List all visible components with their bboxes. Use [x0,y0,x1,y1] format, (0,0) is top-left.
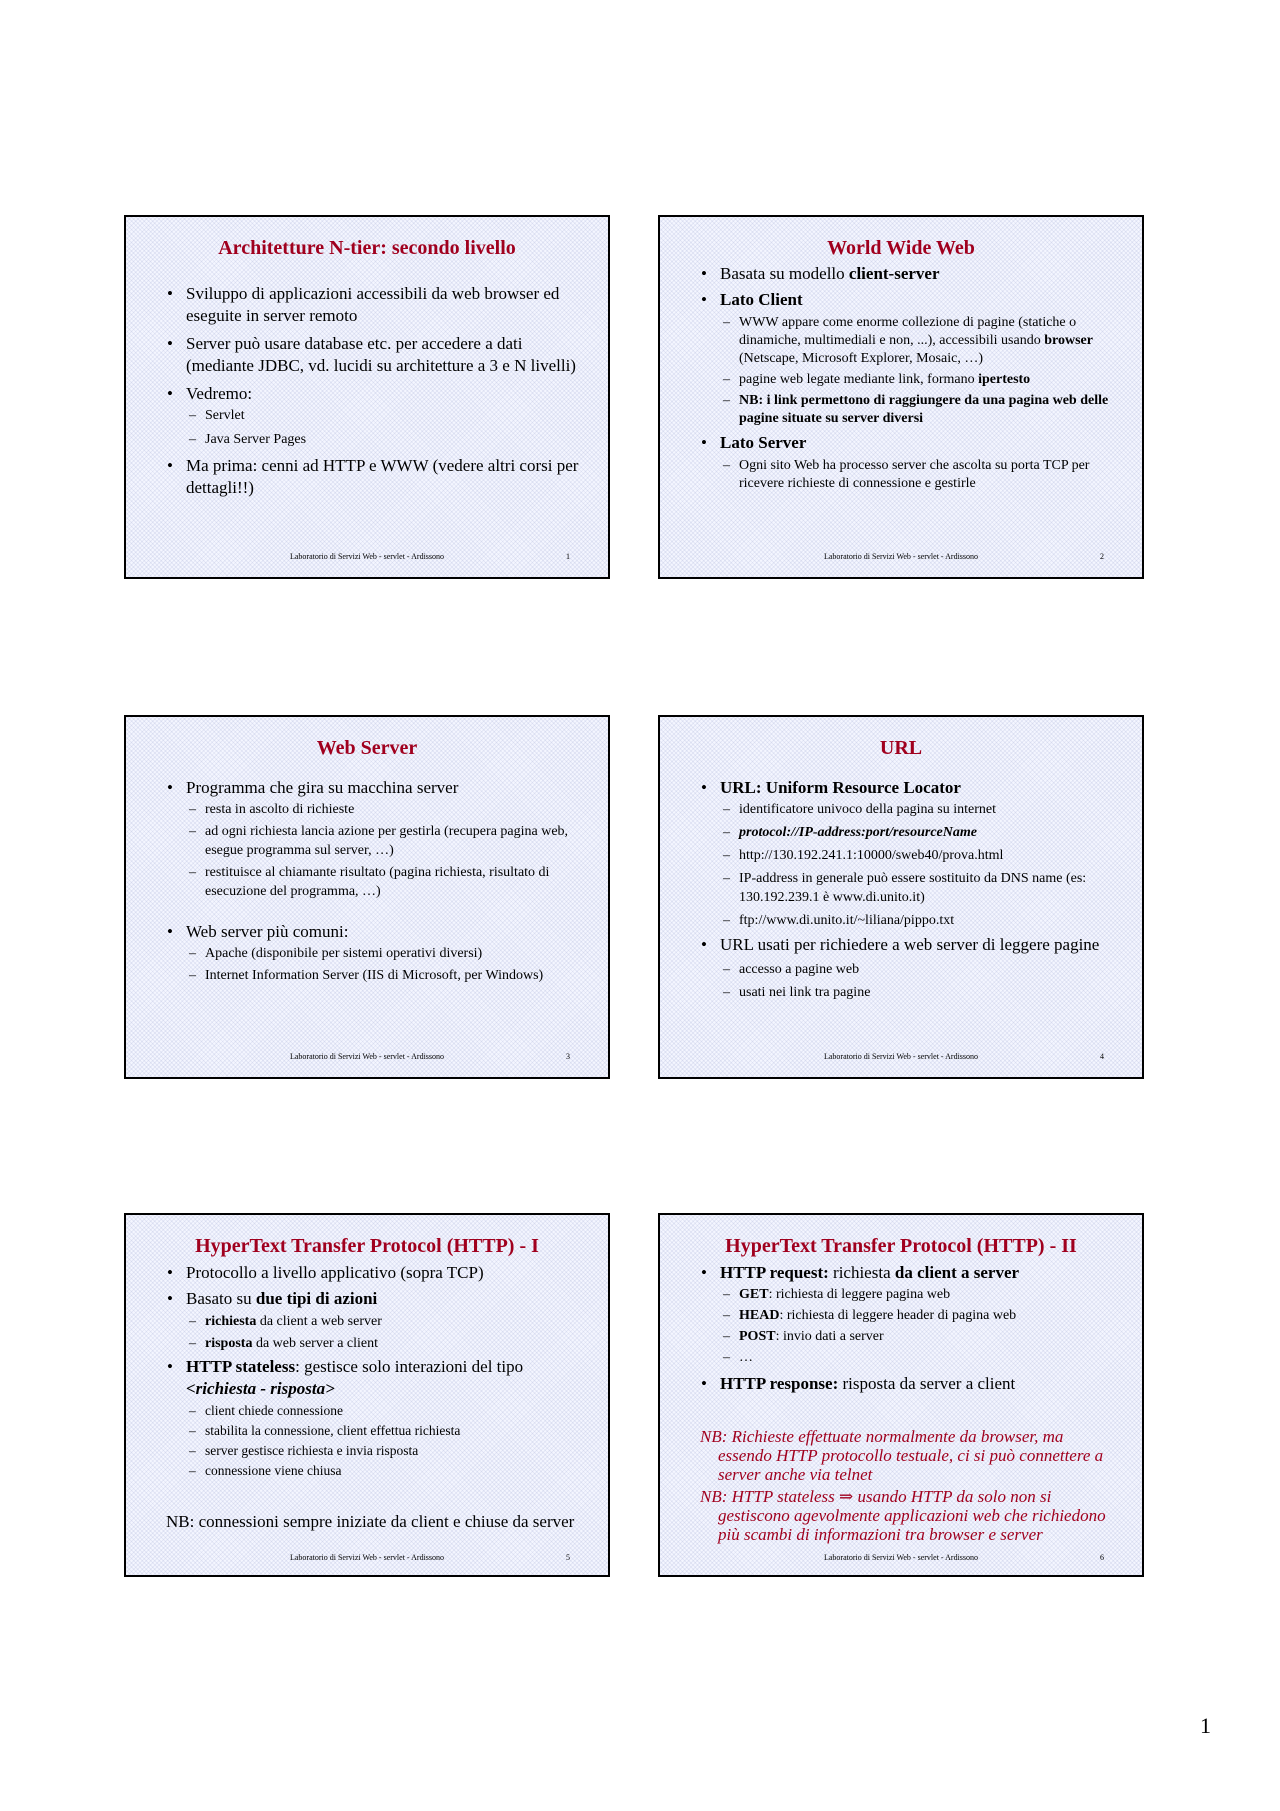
bullet-item [700,263,1116,285]
sub-item: – http://130.192.241.1:10000/sweb40/prova.html [700,846,1116,865]
slide-title: Web Server [316,737,418,759]
text-bold: HTTP stateless [186,1357,296,1376]
text-run: : richiesta di leggere header di pagina web [779,1308,1017,1323]
text-bold: client-server [848,264,940,283]
bullet-item [166,1356,582,1400]
slide-note [700,1487,1116,1544]
sub-item [166,1313,582,1331]
slide-2 [658,215,1144,579]
slide-title: World Wide Web [827,237,975,259]
text-bold-italic: protocol://IP-address:port/resourceName [739,825,977,840]
text-run: WWW appare come enorme collezione di pagine (statiche o dinamiche, multimediali e non, ...), accessibili usando [739,315,1077,348]
text-run: risposta da server a client [838,1374,1016,1393]
sub-item [700,371,1116,389]
text-run: richiesta [828,1263,895,1282]
text-run: : invio dati a server [775,1329,884,1344]
slide-title: Architetture N-tier: secondo livello [218,237,516,259]
sub-item: – client chiede connessione [166,1402,582,1419]
text-run: Basato su [186,1289,256,1308]
sub-item [700,392,1116,428]
sub-item: – Internet Information Server (IIS di Microsoft, per Windows) [166,966,582,985]
bullet-item: • Web server più comuni: [166,921,582,943]
sub-item: – ftp://www.di.unito.it/~liliana/pippo.txt [700,911,1116,930]
text-bold: risposta [205,1336,253,1351]
text-bold: HEAD [739,1308,780,1323]
slide-6 [658,1213,1144,1577]
bullet-item: • URL usati per richiedere a web server di leggere pagine [700,934,1116,956]
text-bold: richiesta [205,1314,257,1329]
sub-item: – Servlet [166,406,582,425]
sub-item: – stabilita la connessione, client effettua richiesta [166,1422,582,1439]
text-bold: URL: Uniform Resource Locator [720,778,961,797]
text-bold: HTTP response: [720,1374,839,1393]
slide-body [700,263,1116,493]
slide-number: 6 [1100,1553,1104,1562]
slide-body [166,777,582,985]
text-bold: Lato Client [720,290,803,309]
text-run: (Netscape, Microsoft Explorer, Mosaic, …) [739,351,983,366]
text-run: da client a web server [256,1314,382,1329]
slide-body [700,1262,1116,1395]
slide-1 [124,215,610,579]
sub-item: – server gestisce richiesta e invia risposta [166,1442,582,1459]
text-bold: browser [1044,333,1093,348]
slide-footer: Laboratorio di Servizi Web - servlet - Ardissono [289,1553,445,1562]
text-bold: POST [739,1329,776,1344]
sub-item [700,1306,1116,1325]
bullet-item: • Vedremo: [166,383,582,405]
slide-body [700,777,1116,1002]
sub-item: – ad ogni richiesta lancia azione per gestirla (recupera pagina web, esegue programma sul server, …) [166,822,582,860]
slide-footer: Laboratorio di Servizi Web - servlet - Ardissono [289,1052,445,1061]
slide-footer: Laboratorio di Servizi Web - servlet - Ardissono [823,1553,979,1562]
slide-note: NB: connessioni sempre iniziate da client e chiuse da server [166,1512,575,1531]
bullet-item: • Protocollo a livello applicativo (sopra TCP) [166,1262,582,1284]
sub-item: – Ogni sito Web ha processo server che ascolta su porta TCP per ricevere richieste di connessione e gestirle [700,457,1116,493]
sub-item [700,1285,1116,1304]
text-bold: ipertesto [978,372,1031,387]
slide-4 [658,715,1144,1079]
sub-item: – resta in ascolto di richieste [166,800,582,819]
slide-footer: Laboratorio di Servizi Web - servlet - Ardissono [289,552,445,561]
bullet-item: • Server può usare database etc. per accedere a dati (mediante JDBC, vd. lucidi su architetture a 3 e N livelli) [166,333,582,377]
sub-item [700,314,1116,368]
sub-item: – Java Server Pages [166,430,582,449]
bullet-item [700,1262,1116,1284]
bullet-item: • Sviluppo di applicazioni accessibili da web browser ed eseguite in server remoto [166,283,582,327]
bullet-item [700,1373,1116,1395]
page-number: 1 [1200,1713,1211,1738]
slide-footer: Laboratorio di Servizi Web - servlet - Ardissono [823,552,979,561]
text-run: : richiesta di leggere pagina web [768,1287,951,1302]
sub-item: – accesso a pagine web [700,960,1116,979]
text-bold: NB: i link permettono di raggiungere da una pagina web delle pagine situate su server diversi [739,393,1109,426]
sub-item [166,1335,582,1353]
sub-item [700,823,1116,842]
bullet-item [700,777,1116,799]
text-run: : gestisce solo interazioni del tipo [295,1357,524,1376]
bullet-item [700,289,1116,311]
text-bold: da client a server [894,1263,1020,1282]
implies-arrow: ⇒ [839,1487,854,1506]
text-run: usando HTTP da solo non si gestiscono agevolmente applicazioni web che richiedono più scambi di informazioni tra browser e server [718,1487,1106,1544]
slide-title: HyperText Transfer Protocol (HTTP) - I [195,1235,539,1257]
slide-title: HyperText Transfer Protocol (HTTP) - II [725,1235,1077,1257]
text-bold: due tipi di azioni [255,1289,378,1308]
text-bold: GET [739,1287,769,1302]
text-bold-italic: <richiesta - risposta> [186,1379,335,1398]
text-bold: HTTP request: [720,1263,829,1282]
sub-item: – Apache (disponibile per sistemi operativi diversi) [166,944,582,963]
slide-body [166,1262,582,1479]
slide-5 [124,1213,610,1577]
bullet-item [166,1288,582,1310]
slide-3 [124,715,610,1079]
sub-item: – connessione viene chiusa [166,1462,582,1479]
slide-note: NB: Richieste effettuate normalmente da browser, ma essendo HTTP protocollo testuale, ci si può connettere a server anche via telnet [700,1427,1104,1484]
slide-footer: Laboratorio di Servizi Web - servlet - Ardissono [823,1052,979,1061]
text-run: pagine web legate mediante link, formano [739,372,979,387]
sub-item: – restituisce al chiamante risultato (pagina richiesta, risultato di esecuzione del programma, …) [166,863,582,901]
text-run: NB: HTTP stateless [700,1487,840,1506]
text-run: Basata su modello [720,264,849,283]
sub-item [700,1327,1116,1346]
slide-body [166,283,582,499]
bullet-item: • Programma che gira su macchina server [166,777,582,799]
slide-number: 3 [566,1052,570,1061]
text-bold: Lato Server [720,433,807,452]
slide-number: 2 [1100,552,1104,561]
slide-number: 5 [566,1553,570,1562]
sub-item: – … [700,1348,1116,1367]
bullet-item: • Ma prima: cenni ad HTTP e WWW (vedere altri corsi per dettagli!!) [166,455,582,499]
slide-number: 1 [566,552,570,561]
sub-item: – usati nei link tra pagine [700,983,1116,1002]
notes-block [700,1427,1116,1544]
slide-number: 4 [1100,1052,1104,1061]
sub-item: – IP-address in generale può essere sostituito da DNS name (es: 130.192.239.1 è www.di.unito.it) [700,869,1116,907]
text-run: da web server a client [252,1336,379,1351]
slide-title: URL [879,737,923,759]
bullet-item [700,432,1116,454]
sub-item: – identificatore univoco della pagina su internet [700,800,1116,819]
